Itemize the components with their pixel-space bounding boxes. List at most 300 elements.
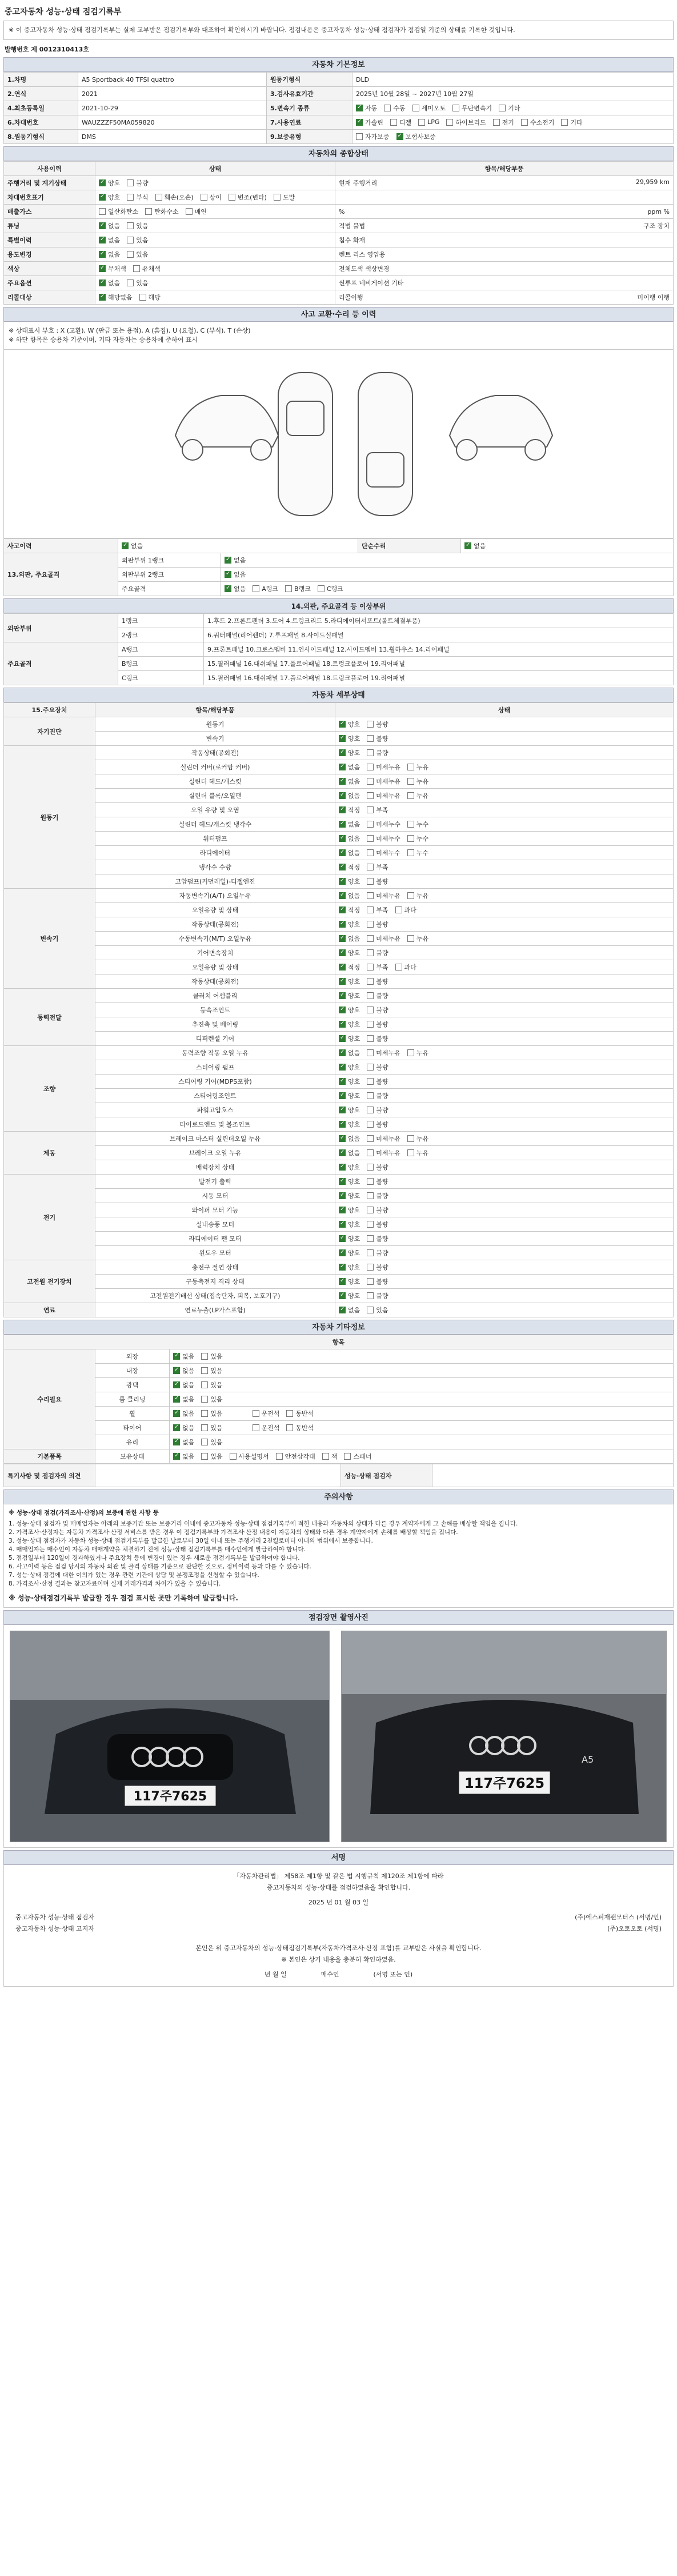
- status-opt[interactable]: ✓ 해당없음: [99, 293, 133, 302]
- status-opt[interactable]: 매연: [186, 207, 207, 216]
- detail-row: 작동상태(공회전) ✓ 양호 불량: [4, 975, 674, 989]
- detail-row: 실린더 블록/오일팬 ✓ 없음 미세누유 누유: [4, 789, 674, 803]
- detail-row: 브레이크 오일 누유 ✓ 없음 미세누유 누유: [4, 1146, 674, 1160]
- detail-opt[interactable]: 미세누유: [367, 777, 400, 786]
- detail-opt[interactable]: ✓ 양호: [339, 1220, 360, 1229]
- detail-opt[interactable]: ✓ 양호: [339, 1263, 360, 1272]
- photo-rear-plate: 117주7625: [464, 1775, 545, 1791]
- status-table: [3, 161, 674, 305]
- detail-opt[interactable]: ✓ 양호: [339, 1163, 360, 1172]
- detail-opt[interactable]: 미세누유: [367, 1048, 400, 1057]
- status-opt[interactable]: 부식: [127, 193, 148, 202]
- detail-opt[interactable]: ✓ 적정: [339, 905, 360, 914]
- detail-opt[interactable]: ✓ 양호: [339, 948, 360, 957]
- tire-opt[interactable]: 운전석: [253, 1409, 280, 1418]
- detail-opt[interactable]: 미세누유: [367, 791, 400, 800]
- detail-opt[interactable]: 불량: [367, 1077, 388, 1086]
- repair-row: 광택 ✓ 없음 있음: [4, 1378, 674, 1392]
- detail-row: 변속기 자동변속기(A/T) 오일누유 ✓ 없음 미세누유 누유: [4, 889, 674, 903]
- detail-opt[interactable]: ✓ 양호: [339, 920, 360, 929]
- detail-opt[interactable]: ✓ 없음: [339, 834, 360, 843]
- detail-opt[interactable]: ✓ 없음: [339, 820, 360, 829]
- outer-parts-label: 외판부위: [4, 614, 118, 642]
- detail-opt[interactable]: ✓ 없음: [339, 762, 360, 772]
- detail-row: 동력전달 클러치 어셈블리 ✓ 양호 불량: [4, 989, 674, 1003]
- detail-opt[interactable]: 불량: [367, 1263, 388, 1272]
- basic-info-table: [3, 72, 674, 144]
- note-line: 6. 사고이력 등은 점검 당시의 자동차 외관 및 골격 상태를 기준으로 판단한 것으로, 정비이력 등과 다를 수 있습니다.: [9, 1563, 311, 1570]
- status-head-1: 사용이력: [4, 162, 95, 176]
- detail-opt[interactable]: ✓ 적정: [339, 862, 360, 872]
- page-title: 중고자동차 성능·상태 점검기록부: [5, 7, 122, 17]
- status-opt[interactable]: 불량: [127, 178, 148, 187]
- repair-row: 기본품목 보유상태 ✓ 없음 있음 사용설명서 안전삼각대 잭 스패너: [4, 1449, 674, 1464]
- detail-row: 등속조인트 ✓ 양호 불량: [4, 1003, 674, 1017]
- detail-opt[interactable]: 불량: [367, 920, 388, 929]
- status-head-3: 항목/해당부품: [335, 162, 674, 176]
- repair-opt[interactable]: 있음: [201, 1423, 222, 1432]
- repair-none-check[interactable]: ✓ 없음: [464, 541, 486, 550]
- trans-opt-4[interactable]: 기타: [499, 103, 520, 113]
- detail-opt[interactable]: 미세누유: [367, 934, 400, 943]
- warranty-opt-0[interactable]: 자가보증: [356, 132, 390, 141]
- detail-opt[interactable]: 불량: [367, 1291, 388, 1300]
- sign-notifier-value: (주)오토오토 (서명): [607, 1925, 662, 1932]
- detail-opt[interactable]: 미세누수: [367, 820, 400, 829]
- detail-opt[interactable]: 미세누수: [367, 834, 400, 843]
- detail-opt[interactable]: 누수: [407, 834, 428, 843]
- buyer-date: 년 월 일: [264, 1971, 287, 1978]
- repair-row: 내장 ✓ 없음 있음: [4, 1364, 674, 1378]
- detail-opt[interactable]: 불량: [367, 1063, 388, 1072]
- detail-opt[interactable]: 누유: [407, 1134, 428, 1143]
- buyer-sign[interactable]: (서명 또는 인): [373, 1971, 413, 1978]
- detail-opt[interactable]: ✓ 없음: [339, 891, 360, 900]
- note-line: 5. 점검일부터 120일이 경과하였거나 주요장치 등에 변경이 있는 경우 새로운 점검기록부를 발급하여야 합니다.: [9, 1555, 300, 1561]
- detail-opt[interactable]: ✓ 양호: [339, 1063, 360, 1072]
- note-line: 2. 가격조사·산정자는 자동차 가격조사·산정 서비스를 받은 경우 이 점검기록부와 가격조사·산정 내용이 자동차의 상태와 다른 경우 계약자에게 손해를 배상할 책임을 집니다.: [9, 1529, 458, 1536]
- accident-table: [3, 538, 674, 596]
- detail-opt[interactable]: ✓ 양호: [339, 1034, 360, 1043]
- detail-opt[interactable]: 과다: [395, 962, 416, 972]
- status-opt[interactable]: 해당: [139, 293, 161, 302]
- repair-row: 휠 ✓ 없음 있음 운전석 동반석: [4, 1407, 674, 1421]
- detail-opt[interactable]: 불량: [367, 1020, 388, 1029]
- detail-row: 파워고압호스 ✓ 양호 불량: [4, 1103, 674, 1117]
- detail-opt[interactable]: ✓ 없음: [339, 1148, 360, 1157]
- status-row: 리콜대상 ✓ 해당없음 해당 리콜이행 미이행 이행: [4, 290, 674, 305]
- status-opt[interactable]: 훼손(오손): [155, 193, 194, 202]
- detail-head-3: 상태: [335, 703, 674, 717]
- rank-b-row: B랭크: [118, 657, 204, 671]
- detail-opt[interactable]: 누수: [407, 848, 428, 857]
- status-row: 용도변경 ✓ 없음 있음 렌트 리스 영업용: [4, 247, 674, 262]
- repair-opt[interactable]: 있음: [201, 1395, 222, 1404]
- detail-opt[interactable]: ✓ 양호: [339, 1191, 360, 1200]
- opinion-value: [95, 1464, 341, 1487]
- accident-label: 사고이력: [4, 539, 118, 553]
- rank2-row: 2랭크: [118, 628, 204, 642]
- detail-opt[interactable]: 불량: [367, 1177, 388, 1186]
- repair-opt[interactable]: 있음: [201, 1352, 222, 1361]
- inspector-opinion-table: [3, 1464, 674, 1487]
- status-opt[interactable]: 상이: [201, 193, 222, 202]
- fuel-opt-1[interactable]: 디젤: [390, 118, 411, 127]
- repair-opt[interactable]: 있음: [201, 1380, 222, 1389]
- status-row: 튜닝 ✓ 없음 있음 적법 불법 구조 장치: [4, 219, 674, 233]
- frame-parts-label: 주요골격: [4, 642, 118, 685]
- detail-opt[interactable]: 누유: [407, 791, 428, 800]
- repair-opt[interactable]: ✓ 없음: [173, 1352, 194, 1361]
- repair-opt[interactable]: 있음: [201, 1366, 222, 1375]
- frame-check[interactable]: ✓ 없음: [225, 584, 246, 593]
- status-row: 주요옵션 ✓ 없음 있음 썬루프 네비게이션 기타: [4, 276, 674, 290]
- accident-legend: [3, 322, 674, 350]
- fuel-opt-3[interactable]: 하이브리드: [446, 118, 486, 127]
- detail-opt[interactable]: 미세누유: [367, 1148, 400, 1157]
- detail-row: 고전원전기배선 상태(접속단자, 피복, 보호기구) ✓ 양호 불량: [4, 1289, 674, 1303]
- status-opt[interactable]: 있음: [127, 221, 148, 230]
- detail-row: 윈도우 모터 ✓ 양호 불량: [4, 1246, 674, 1260]
- inspector-value: [432, 1464, 674, 1487]
- detail-opt[interactable]: ✓ 없음: [339, 934, 360, 943]
- rank-b-check[interactable]: B랭크: [285, 584, 311, 593]
- sign-notifier-label: 중고자동차 성능·상태 고지자: [15, 1925, 95, 1932]
- car-outline-diagram: [4, 350, 673, 538]
- detail-opt[interactable]: 누유: [407, 934, 428, 943]
- detail-opt[interactable]: 불량: [367, 948, 388, 957]
- detail-opt[interactable]: ✓ 없음: [339, 791, 360, 800]
- detail-row: 고압펌프(커먼레일)-디젤엔진 ✓ 양호 불량: [4, 874, 674, 889]
- status-opt[interactable]: ✓ 무채색: [99, 264, 126, 273]
- sign-line-1: 「자동차관리법」 제58조 제1항 및 같은 법 시행규칙 제120조 제1항에 따라: [233, 1872, 444, 1880]
- parts-list-2: 6.쿼터패널(리어펜더) 7.루프패널 8.사이드실패널: [204, 628, 674, 642]
- detail-opt[interactable]: ✓ 양호: [339, 720, 360, 729]
- status-row: 색상 ✓ 무채색 유채색 전체도색 색상변경: [4, 262, 674, 276]
- detail-row: 오일 유량 및 오염 ✓ 적정 부족: [4, 803, 674, 817]
- repair-opt[interactable]: ✓ 없음: [173, 1395, 194, 1404]
- notice-box: ※ 이 중고자동차 성능·상태 점검기록부는 실제 교부받은 점검기록부와 대조하여 확인하시기 바랍니다. 점검내용은 중고자동차 성능·상태 점검자가 점검일 기준의 상태를 기록한 것입니다.: [3, 21, 674, 40]
- status-row: 차대번호표기 ✓ 양호 부식 훼손(오손) 상이 변조(변타) 도말: [4, 190, 674, 205]
- detail-opt[interactable]: 불량: [367, 1205, 388, 1215]
- warranty-opt-1[interactable]: ✓ 보험사보증: [396, 132, 436, 141]
- sign-line-4: ※ 본인은 상기 내용을 충분히 확인하였음.: [281, 1956, 396, 1963]
- detail-opt[interactable]: 미세누유: [367, 891, 400, 900]
- basic-row: 4.최초등록일 2021-10-29 5.변속기 종류 ✓ 자동 수동 세미오토 무단변속기 기타: [4, 101, 674, 115]
- repair-opt[interactable]: ✓ 없음: [173, 1409, 194, 1418]
- detail-opt[interactable]: ✓ 양호: [339, 1291, 360, 1300]
- detail-opt[interactable]: ✓ 양호: [339, 1005, 360, 1015]
- detail-opt[interactable]: 불량: [367, 1034, 388, 1043]
- repair-row: 수리필요 외장 ✓ 없음 있음: [4, 1349, 674, 1364]
- inspector-label: 성능·상태 점검자: [341, 1464, 432, 1487]
- other-info-head: 항목: [4, 1335, 674, 1349]
- notes-title: ※ 성능·상태 점검(가격조사·산정)의 보증에 관한 사항 등: [9, 1509, 159, 1516]
- section-basic-info: 자동차 기본정보: [3, 57, 674, 72]
- detail-opt[interactable]: ✓ 양호: [339, 1020, 360, 1029]
- repair-opt[interactable]: 잭: [322, 1452, 338, 1461]
- detail-opt[interactable]: ✓ 양호: [339, 748, 360, 757]
- status-opt[interactable]: ✓ 없음: [99, 221, 120, 230]
- detail-opt[interactable]: ✓ 적정: [339, 805, 360, 814]
- detail-opt[interactable]: 불량: [367, 720, 388, 729]
- detail-opt[interactable]: ✓ 적정: [339, 962, 360, 972]
- fuel-opt-6[interactable]: 기타: [561, 118, 582, 127]
- detail-row: 냉각수 수량 ✓ 적정 부족: [4, 860, 674, 874]
- detail-opt[interactable]: 누유: [407, 891, 428, 900]
- repair-opt[interactable]: 있음: [201, 1437, 222, 1447]
- status-opt[interactable]: ✓ 없음: [99, 235, 120, 245]
- detail-opt[interactable]: 과다: [395, 905, 416, 914]
- parts-list-5: 15.필러패널 16.대쉬패널 17.플로어패널 18.트렁크플로어 19.리어패널: [204, 671, 674, 685]
- detail-opt[interactable]: ✓ 양호: [339, 1120, 360, 1129]
- trans-opt-0[interactable]: ✓ 자동: [356, 103, 377, 113]
- detail-opt[interactable]: 불량: [367, 1191, 388, 1200]
- repair-opt[interactable]: ✓ 없음: [173, 1366, 194, 1375]
- detail-row: 기어변속장치 ✓ 양호 불량: [4, 946, 674, 960]
- detail-row: 고전원 전기장치 충전구 절연 상태 ✓ 양호 불량: [4, 1260, 674, 1275]
- basic-row: 8.원동기형식 DMS 9.보증유형 자가보증 ✓ 보험사보증: [4, 130, 674, 144]
- note-line: 1. 성능·상태 점검자 및 매매업자는 아래의 보증기간 또는 보증거리 이내에 중고자동차 성능·상태 점검기록부에 적힌 내용과 자동차의 상태가 다른 경우 계약자에게 그 손해를 배상할 책임을 집니다.: [9, 1520, 518, 1527]
- trans-opt-3[interactable]: 무단변속기: [452, 103, 492, 113]
- detail-row: 작동상태(공회전) ✓ 양호 불량: [4, 917, 674, 932]
- repair-opt[interactable]: ✓ 없음: [173, 1437, 194, 1447]
- detail-opt[interactable]: ✓ 없음: [339, 777, 360, 786]
- detail-opt[interactable]: 불량: [367, 977, 388, 986]
- parts-list-4: 15.필러패널 16.대쉬패널 17.플로어패널 18.트렁크플로어 19.리어패널: [204, 657, 674, 671]
- detail-opt[interactable]: ✓ 없음: [339, 1134, 360, 1143]
- detail-opt[interactable]: ✓ 양호: [339, 1277, 360, 1286]
- detail-opt[interactable]: 불량: [367, 1163, 388, 1172]
- status-opt[interactable]: 있음: [127, 235, 148, 245]
- detail-row: 원동기 작동상태(공회전) ✓ 양호 불량: [4, 746, 674, 760]
- detail-row: 배력장치 상태 ✓ 양호 불량: [4, 1160, 674, 1175]
- detail-opt[interactable]: ✓ 없음: [339, 1048, 360, 1057]
- fuel-opt-5[interactable]: 수소전기: [521, 118, 555, 127]
- detail-opt[interactable]: ✓ 양호: [339, 1234, 360, 1243]
- sign-date: 2025 년 01 월 03 일: [308, 1899, 369, 1906]
- outer-rank2-label: 외판부위 2랭크: [118, 568, 221, 582]
- status-opt[interactable]: 도말: [274, 193, 295, 202]
- car-rear-view: [358, 373, 412, 516]
- detail-opt[interactable]: 불량: [367, 1277, 388, 1286]
- status-opt[interactable]: 탄화수소: [145, 207, 179, 216]
- note-line: 3. 성능·상태 점검자가 자동차 성능·상태 점검기록부를 발급한 날로부터 30일 이내 또는 주행거리 2천킬로미터 이내의 범위에서 보증합니다.: [9, 1537, 373, 1544]
- detail-opt[interactable]: ✓ 양호: [339, 991, 360, 1000]
- photo-front-plate: 117주7625: [133, 1790, 207, 1804]
- notes-warning: ※ 성능·상태점검기록부 발급할 경우 점검 표시한 곳만 기록하여 발급합니다.: [9, 1594, 238, 1602]
- repair-row: 룸 클리닝 ✓ 없음 있음: [4, 1392, 674, 1407]
- frame-label: 주요골격: [118, 582, 221, 596]
- photo-front: [10, 1631, 330, 1842]
- detail-row: 추진축 및 베어링 ✓ 양호 불량: [4, 1017, 674, 1032]
- status-opt[interactable]: ✓ 없음: [99, 250, 120, 259]
- tire-opt[interactable]: 동반석: [286, 1423, 314, 1432]
- detail-table: [3, 702, 674, 1317]
- detail-opt[interactable]: 불량: [367, 734, 388, 743]
- trans-opt-1[interactable]: 수동: [384, 103, 405, 113]
- status-opt[interactable]: ✓ 없음: [99, 278, 120, 287]
- detail-opt[interactable]: 부족: [367, 805, 388, 814]
- repair-opt[interactable]: ✓ 없음: [173, 1452, 194, 1461]
- status-opt[interactable]: ✓ 양호: [99, 178, 120, 187]
- detail-row: 오일유량 및 상태 ✓ 적정 부족 과다: [4, 903, 674, 917]
- detail-row: 라디에이터 ✓ 없음 미세누수 누수: [4, 846, 674, 860]
- detail-opt[interactable]: 불량: [367, 1005, 388, 1015]
- repair-row: 유리 ✓ 없음 있음: [4, 1435, 674, 1449]
- legend-line-1: ※ 상태표시 부호 : X (교환), W (판금 또는 용접), A (흠집), U (요철), C (부식), T (손상): [9, 327, 251, 334]
- status-row: 특별이력 ✓ 없음 있음 침수 화재: [4, 233, 674, 247]
- detail-opt[interactable]: 불량: [367, 748, 388, 757]
- detail-head-1: 15.주요장치: [4, 703, 95, 717]
- detail-opt[interactable]: ✓ 없음: [339, 1305, 360, 1315]
- detail-opt[interactable]: 불량: [367, 1091, 388, 1100]
- detail-opt[interactable]: ✓ 양호: [339, 1105, 360, 1115]
- detail-opt[interactable]: 부족: [367, 962, 388, 972]
- repair-label: 단순수리: [358, 539, 461, 553]
- detail-opt[interactable]: 미세누유: [367, 762, 400, 772]
- detail-opt[interactable]: ✓ 없음: [339, 848, 360, 857]
- photo-rear-badge: A5: [582, 1754, 594, 1765]
- detail-row: 자기진단 원동기 ✓ 양호 불량: [4, 717, 674, 732]
- sign-inspector-label: 중고자동차 성능·상태 점검자: [15, 1914, 95, 1921]
- rank-a-row: A랭크: [118, 642, 204, 657]
- detail-row: 제동 브레이크 마스터 실린더오일 누유 ✓ 없음 미세누유 누유: [4, 1132, 674, 1146]
- car-front-photo: [10, 1631, 330, 1842]
- status-row: 주행거리 및 계기상태 ✓ 양호 불량 현재 주행거리 29,959 km: [4, 176, 674, 190]
- section-other-info: 자동차 기타정보: [3, 1320, 674, 1335]
- detail-row: 스티어링조인트 ✓ 양호 불량: [4, 1089, 674, 1103]
- detail-opt[interactable]: ✓ 양호: [339, 1177, 360, 1186]
- note-line: 7. 성능·상태 점검에 대한 이의가 있는 경우 관련 기관에 상담 및 분쟁조정을 신청할 수 있습니다.: [9, 1572, 259, 1579]
- detail-opt[interactable]: 누유: [407, 762, 428, 772]
- detail-row: 워터펌프 ✓ 없음 미세누수 누수: [4, 832, 674, 846]
- detail-opt[interactable]: ✓ 양호: [339, 1205, 360, 1215]
- detail-row: 오일유량 및 상태 ✓ 적정 부족 과다: [4, 960, 674, 975]
- opinion-label: 특기사항 및 점검자의 의견: [4, 1464, 95, 1487]
- detail-opt[interactable]: ✓ 양호: [339, 1077, 360, 1086]
- detail-row: 라디에이터 팬 모터 ✓ 양호 불량: [4, 1232, 674, 1246]
- detail-opt[interactable]: 누수: [407, 820, 428, 829]
- detail-row: 실내송풍 모터 ✓ 양호 불량: [4, 1217, 674, 1232]
- repair-row: 타이어 ✓ 없음 있음 운전석 동반석: [4, 1421, 674, 1435]
- detail-opt[interactable]: 누유: [407, 1048, 428, 1057]
- fuel-opt-2[interactable]: LPG: [418, 118, 439, 126]
- detail-opt[interactable]: ✓ 양호: [339, 877, 360, 886]
- detail-opt[interactable]: ✓ 양호: [339, 734, 360, 743]
- repair-opt[interactable]: 안전삼각대: [276, 1452, 315, 1461]
- sign-inspector-value: (주)에스피재팬모터스 (서명/인): [575, 1914, 662, 1921]
- accident-none-check[interactable]: ✓ 없음: [122, 541, 143, 550]
- basic-row: 2.연식 2021 3.검사유효기간 2025년 10월 28일 ~ 2027년 10월 27일: [4, 87, 674, 101]
- fuel-opt-0[interactable]: ✓ 가솔린: [356, 118, 383, 127]
- car-diagram: [3, 350, 674, 538]
- photo-rear: [341, 1631, 667, 1842]
- detail-opt[interactable]: 누유: [407, 777, 428, 786]
- detail-opt[interactable]: 미세누유: [367, 1134, 400, 1143]
- detail-opt[interactable]: 미세누수: [367, 848, 400, 857]
- special-parts-table: [3, 613, 674, 685]
- rank-a-check[interactable]: A랭크: [253, 584, 278, 593]
- detail-opt[interactable]: 불량: [367, 1105, 388, 1115]
- note-line: 4. 매매업자는 매수인이 자동차 매매계약을 체결하기 전에 성능·상태 점검기록부를 매수인에게 발급하여야 합니다.: [9, 1546, 306, 1553]
- rank1-row: 1랭크: [118, 614, 204, 628]
- detail-opt[interactable]: 있음: [367, 1305, 388, 1315]
- detail-head-2: 항목/해당부품: [95, 703, 335, 717]
- repair-opt[interactable]: 사용설명서: [230, 1452, 269, 1461]
- outer-rank1-label: 외판부위 1랭크: [118, 553, 221, 568]
- detail-row: 구동축전지 격리 상태 ✓ 양호 불량: [4, 1275, 674, 1289]
- repair-opt[interactable]: 있음: [201, 1452, 222, 1461]
- section-notes: 주의사항: [3, 1489, 674, 1504]
- detail-opt[interactable]: 불량: [367, 1120, 388, 1129]
- car-rear-photo: [342, 1631, 667, 1842]
- basic-row: 6.차대번호 WAUZZZF50MA059820 7.사용연료 ✓ 가솔린 디젤 LPG 하이브리드 전기 수소전기 기타: [4, 115, 674, 130]
- sign-line-3: 본인은 위 중고자동차의 성능·상태점검기록부(자동차가격조사·산정 포함)를 교부받은 사실을 확인합니다.: [195, 1944, 482, 1952]
- photos-area: [3, 1625, 674, 1848]
- legend-line-2: ※ 하단 항목은 승용차 기준이며, 기타 자동차는 승용차에 준하여 표시: [9, 336, 198, 344]
- fuel-opt-4[interactable]: 전기: [493, 118, 514, 127]
- note-line: 8. 가격조사·산정 결과는 참고자료이며 실제 거래가격과 차이가 있을 수 있습니다.: [9, 1580, 221, 1587]
- outer-rank1-check[interactable]: ✓ 없음: [225, 556, 246, 565]
- detail-row: 와이퍼 모터 기능 ✓ 양호 불량: [4, 1203, 674, 1217]
- detail-opt[interactable]: 부족: [367, 905, 388, 914]
- trans-opt-2[interactable]: 세미오토: [412, 103, 446, 113]
- sign-area: [3, 1865, 674, 1987]
- section-sign: 서명: [3, 1850, 674, 1865]
- repair-opt[interactable]: ✓ 없음: [173, 1423, 194, 1432]
- status-opt[interactable]: 일산화탄소: [99, 207, 138, 216]
- detail-opt[interactable]: ✓ 양호: [339, 977, 360, 986]
- notes-box: [3, 1504, 674, 1608]
- detail-opt[interactable]: 불량: [367, 1234, 388, 1243]
- detail-row: 전기 발전기 출력 ✓ 양호 불량: [4, 1175, 674, 1189]
- section-photos: 점검장면 촬영사진: [3, 1610, 674, 1625]
- detail-opt[interactable]: 부족: [367, 862, 388, 872]
- other-info-table: [3, 1335, 674, 1464]
- status-opt[interactable]: 있음: [127, 278, 148, 287]
- status-row: 배출가스 일산화탄소 탄화수소 매연 % ppm %: [4, 205, 674, 219]
- detail-opt[interactable]: 누유: [407, 1148, 428, 1157]
- detail-row: 연료 연료누출(LP가스포함) ✓ 없음 있음: [4, 1303, 674, 1317]
- rank-c-check[interactable]: C랭크: [318, 584, 343, 593]
- status-opt[interactable]: 변조(변타): [229, 193, 267, 202]
- repair-opt[interactable]: 있음: [201, 1409, 222, 1418]
- detail-opt[interactable]: 불량: [367, 1248, 388, 1257]
- sign-line-2: 중고자동차의 성능·상태를 점검하였음을 확인합니다.: [266, 1884, 411, 1891]
- detail-opt[interactable]: ✓ 양호: [339, 1091, 360, 1100]
- tire-opt[interactable]: 운전석: [253, 1423, 280, 1432]
- repair-opt[interactable]: ✓ 없음: [173, 1380, 194, 1389]
- detail-opt[interactable]: ✓ 양호: [339, 1248, 360, 1257]
- detail-row: 시동 모터 ✓ 양호 불량: [4, 1189, 674, 1203]
- detail-row: 스티어링 펌프 ✓ 양호 불량: [4, 1060, 674, 1075]
- detail-row: 실린더 커버(로커암 커버) ✓ 없음 미세누유 누유: [4, 760, 674, 774]
- status-opt[interactable]: 유채색: [133, 264, 161, 273]
- detail-opt[interactable]: 불량: [367, 1220, 388, 1229]
- detail-opt[interactable]: 불량: [367, 991, 388, 1000]
- detail-opt[interactable]: 불량: [367, 877, 388, 886]
- repair-opt[interactable]: 스패너: [344, 1452, 371, 1461]
- detail-row: 수동변속기(M/T) 오일누유 ✓ 없음 미세누유 누유: [4, 932, 674, 946]
- tire-opt[interactable]: 동반석: [286, 1409, 314, 1418]
- section-detail-status: 자동차 세부상태: [3, 688, 674, 702]
- outer-rank2-check[interactable]: ✓ 없음: [225, 570, 246, 579]
- accident-part-label: 13.외판, 주요골격: [4, 553, 118, 596]
- rank-c-row: C랭크: [118, 671, 204, 685]
- status-opt[interactable]: ✓ 양호: [99, 193, 120, 202]
- status-opt[interactable]: 있음: [127, 250, 148, 259]
